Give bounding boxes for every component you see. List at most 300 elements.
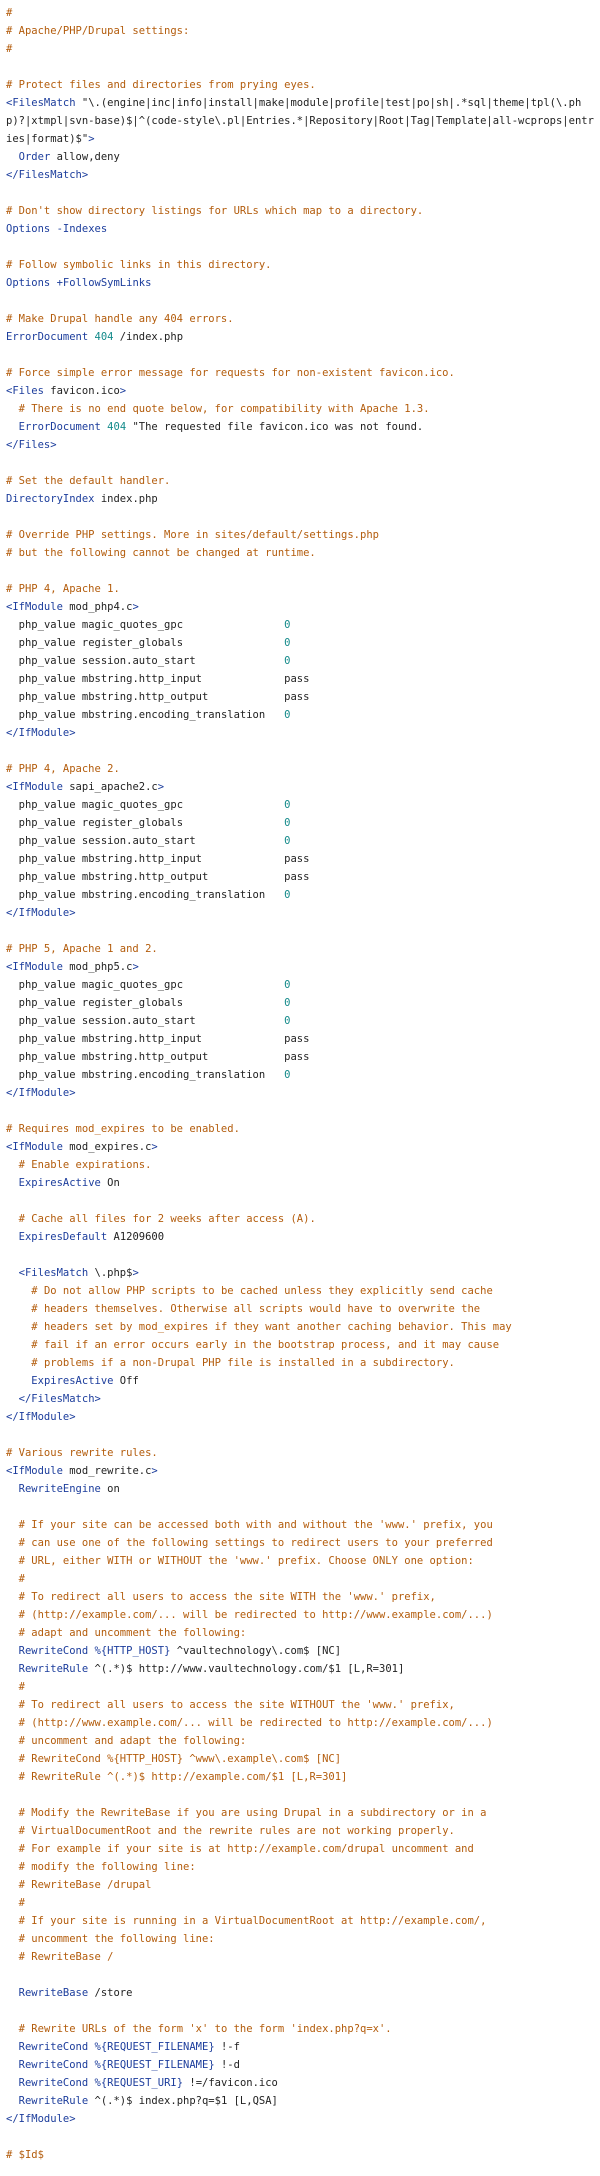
- code-text: Off: [113, 1375, 139, 1387]
- blank-line: [6, 562, 594, 580]
- code-comment: #: [18, 1897, 25, 1909]
- code-line: [6, 1570, 594, 1588]
- code-text: mod_expires.c: [62, 1141, 152, 1153]
- code-line: [6, 778, 594, 796]
- code-directive: RewriteRule: [18, 1663, 89, 1675]
- code-section-tag: </IfModule>: [6, 907, 76, 919]
- code-line: [6, 328, 594, 346]
- code-text: \.php$: [88, 1267, 133, 1279]
- code-comment: # There is no end quote below, for compatibility with Apache 1.3.: [18, 403, 430, 415]
- code-text: [6, 1231, 19, 1243]
- code-text: [6, 1537, 19, 1549]
- code-line: [6, 76, 594, 94]
- code-text: mod_rewrite.c: [62, 1465, 152, 1477]
- code-section-tag: </IfModule>: [6, 727, 76, 739]
- code-line: [6, 634, 594, 652]
- code-text: [6, 1987, 19, 1999]
- code-line: [6, 1156, 594, 1174]
- code-section-tag: </IfModule>: [6, 1087, 76, 1099]
- code-text: [6, 1591, 19, 1603]
- code-section-tag: <IfModule: [6, 1465, 63, 1477]
- code-comment: # Override PHP settings. More in sites/default/settings.php: [6, 529, 379, 541]
- code-line: [6, 1624, 594, 1642]
- code-directive: RewriteRule: [18, 2095, 89, 2107]
- code-text: [6, 2059, 19, 2071]
- code-text: ^(.*)$ index.php?q=$1 [L,QSA]: [88, 2095, 278, 2107]
- code-line: [6, 1282, 594, 1300]
- code-number: 0: [284, 619, 291, 631]
- code-text: /store: [88, 1987, 133, 1999]
- code-number: 0: [284, 1069, 291, 1081]
- code-directive: ErrorDocument: [6, 331, 89, 343]
- code-line: [6, 1120, 594, 1138]
- blank-line: [6, 1102, 594, 1120]
- code-line: [6, 940, 594, 958]
- code-section-tag: </FilesMatch>: [6, 169, 89, 181]
- code-line: [6, 1462, 594, 1480]
- code-line: [6, 886, 594, 904]
- code-text: [6, 1627, 19, 1639]
- code-comment: # uncomment and adapt the following:: [18, 1735, 247, 1747]
- code-line: [6, 1912, 594, 1930]
- code-text: [6, 1573, 19, 1585]
- code-section-tag: <Files: [6, 385, 44, 397]
- code-line: [6, 418, 594, 436]
- code-line: [6, 706, 594, 724]
- code-comment: # RewriteBase /: [18, 1951, 114, 1963]
- code-section-tag: >: [88, 133, 95, 145]
- code-number: 0: [284, 799, 291, 811]
- code-text: mod_php4.c: [62, 601, 133, 613]
- code-line: [6, 850, 594, 868]
- code-text: php_value mbstring.encoding_translation: [6, 889, 285, 901]
- code-line: [6, 1948, 594, 1966]
- code-text: "\.(engine|inc|info|install|make|module|profile|test|po|sh|.*sql|theme|tpl(\.php)?|xtmpl|svn-base)$|^(code-style\.pl|Entries.*|Repository|Root|Tag|Template|all-wcprops|entries|format)$": [6, 97, 594, 145]
- code-line: [6, 364, 594, 382]
- code-text: [6, 1285, 31, 1297]
- blank-line: [6, 1786, 594, 1804]
- code-section-tag: <IfModule: [6, 781, 63, 793]
- code-directive: %{REQUEST_FILENAME}: [94, 2059, 215, 2071]
- code-comment: # (http://www.example.com/... will be redirected to http://example.com/...): [18, 1717, 493, 1729]
- code-line: [6, 832, 594, 850]
- code-text: [6, 1321, 31, 1333]
- code-line: [6, 2020, 594, 2038]
- code-line: [6, 490, 594, 508]
- code-directive: Order: [18, 151, 51, 163]
- blank-line: [6, 1192, 594, 1210]
- code-line: [6, 1822, 594, 1840]
- code-line: [6, 382, 594, 400]
- code-text: [6, 1213, 19, 1225]
- blank-line: [6, 1498, 594, 1516]
- code-comment: # uncomment the following line:: [18, 1933, 215, 1945]
- code-line: [6, 1390, 594, 1408]
- code-line: [6, 1984, 594, 2002]
- code-section-tag: <FilesMatch: [6, 97, 76, 109]
- code-text: php_value magic_quotes_gpc: [6, 799, 285, 811]
- code-text: [6, 1375, 31, 1387]
- code-line: [6, 598, 594, 616]
- code-text: [6, 2077, 19, 2089]
- code-text: [6, 1915, 19, 1927]
- code-line: [6, 202, 594, 220]
- code-comment: # If your site is running in a VirtualDocumentRoot at http://example.com/,: [18, 1915, 487, 1927]
- code-line: [6, 1804, 594, 1822]
- code-line: [6, 1066, 594, 1084]
- code-comment: #: [6, 43, 13, 55]
- code-directive: RewriteCond: [18, 2059, 89, 2071]
- code-text: [6, 2023, 19, 2035]
- code-text: sapi_apache2.c: [62, 781, 158, 793]
- code-directive: DirectoryIndex: [6, 493, 95, 505]
- code-line: [6, 40, 594, 58]
- code-comment: # PHP 5, Apache 1 and 2.: [6, 943, 158, 955]
- code-comment: # Don't show directory listings for URLs which map to a directory.: [6, 205, 424, 217]
- code-text: [6, 1609, 19, 1621]
- code-line: [6, 1138, 594, 1156]
- code-line: [6, 1030, 594, 1048]
- code-text: [6, 1861, 19, 1873]
- code-line: [6, 1930, 594, 1948]
- code-text: [6, 421, 19, 433]
- code-line: [6, 526, 594, 544]
- code-text: php_value mbstring.http_input pass: [6, 673, 310, 685]
- code-comment: # Protect files and directories from prying eyes.: [6, 79, 316, 91]
- code-line: [6, 1588, 594, 1606]
- code-line: [6, 1228, 594, 1246]
- code-section-tag: >: [119, 385, 127, 397]
- code-line: [6, 1354, 594, 1372]
- code-text: [6, 1753, 19, 1765]
- code-text: php_value session.auto_start: [6, 655, 285, 667]
- code-comment: #: [6, 7, 13, 19]
- code-comment: # PHP 4, Apache 1.: [6, 583, 120, 595]
- code-line: [6, 220, 594, 238]
- code-section-tag: <FilesMatch: [18, 1267, 89, 1279]
- code-line: [6, 994, 594, 1012]
- code-text: php_value mbstring.http_output pass: [6, 871, 310, 883]
- code-text: [6, 1807, 19, 1819]
- code-comment: # (http://example.com/... will be redirected to http://www.example.com/...): [18, 1609, 493, 1621]
- code-line: [6, 2092, 594, 2110]
- code-comment: # RewriteBase /drupal: [18, 1879, 152, 1891]
- code-text: php_value mbstring.encoding_translation: [6, 709, 285, 721]
- code-directive: Options: [6, 223, 51, 235]
- code-comment: # RewriteCond %{HTTP_HOST} ^www\.example\.com$ [NC]: [18, 1753, 342, 1765]
- code-comment: # URL, either WITH or WITHOUT the 'www.' prefix. Choose ONLY one option:: [18, 1555, 474, 1567]
- code-directive: +FollowSymLinks: [56, 277, 152, 289]
- code-directive: RewriteCond: [18, 2041, 89, 2053]
- code-line: [6, 1840, 594, 1858]
- code-comment: # can use one of the following settings to redirect users to your preferred: [18, 1537, 493, 1549]
- code-line: [6, 1264, 594, 1282]
- code-text: [6, 1393, 19, 1405]
- code-directive: %{REQUEST_URI}: [94, 2077, 184, 2089]
- code-comment: # Modify the RewriteBase if you are using Drupal in a subdirectory or in a: [18, 1807, 487, 1819]
- code-text: php_value session.auto_start: [6, 835, 285, 847]
- code-directive: RewriteBase: [18, 1987, 89, 1999]
- code-section-tag: >: [132, 601, 139, 613]
- code-text: On: [100, 1177, 120, 1189]
- code-text: [6, 1681, 19, 1693]
- code-comment: # Force simple error message for requests for non-existent favicon.ico.: [6, 367, 455, 379]
- code-comment: # For example if your site is at http://example.com/drupal uncomment and: [18, 1843, 474, 1855]
- code-line: [6, 1876, 594, 1894]
- code-line: [6, 1768, 594, 1786]
- code-line: [6, 94, 594, 148]
- code-text: [6, 1357, 31, 1369]
- code-directive: ErrorDocument: [18, 421, 101, 433]
- blank-line: [6, 1246, 594, 1264]
- code-line: [6, 814, 594, 832]
- blank-line: [6, 346, 594, 364]
- code-section-tag: >: [132, 961, 139, 973]
- code-line: [6, 1660, 594, 1678]
- code-comment: # Various rewrite rules.: [6, 1447, 158, 1459]
- code-line: [6, 1084, 594, 1102]
- code-line: [6, 274, 594, 292]
- code-text: [6, 2095, 19, 2107]
- code-line: [6, 1174, 594, 1192]
- code-text: !-f: [214, 2041, 240, 2053]
- code-text: php_value mbstring.encoding_translation: [6, 1069, 285, 1081]
- code-text: /index.php: [113, 331, 184, 343]
- code-line: [6, 1012, 594, 1030]
- code-comment: # To redirect all users to access the site WITH the 'www.' prefix,: [18, 1591, 436, 1603]
- code-line: [6, 4, 594, 22]
- code-comment: # PHP 4, Apache 2.: [6, 763, 120, 775]
- code-text: [6, 1933, 19, 1945]
- code-line: [6, 22, 594, 40]
- code-text: A1209600: [107, 1231, 165, 1243]
- code-line: [6, 1696, 594, 1714]
- code-line: [6, 2146, 594, 2164]
- code-text: php_value register_globals: [6, 997, 285, 1009]
- code-text: on: [100, 1483, 120, 1495]
- code-directive: RewriteEngine: [18, 1483, 101, 1495]
- code-comment: # Apache/PHP/Drupal settings:: [6, 25, 190, 37]
- code-text: [6, 1897, 19, 1909]
- code-text: php_value magic_quotes_gpc: [6, 619, 285, 631]
- code-directive: RewriteCond: [18, 2077, 89, 2089]
- code-line: [6, 436, 594, 454]
- code-directive: Options: [6, 277, 51, 289]
- code-directive: ExpiresActive: [31, 1375, 114, 1387]
- blank-line: [6, 1426, 594, 1444]
- code-line: [6, 1642, 594, 1660]
- code-comment: # headers set by mod_expires if they want another caching behavior. This may: [31, 1321, 512, 1333]
- code-number: 404: [107, 421, 127, 433]
- code-comment: # Make Drupal handle any 404 errors.: [6, 313, 234, 325]
- code-text: [6, 1879, 19, 1891]
- code-text: [6, 1159, 19, 1171]
- code-line: [6, 652, 594, 670]
- code-number: 404: [94, 331, 114, 343]
- code-text: [6, 1483, 19, 1495]
- code-line: [6, 1606, 594, 1624]
- blank-line: [6, 2128, 594, 2146]
- code-comment: # Cache all files for 2 weeks after access (A).: [18, 1213, 316, 1225]
- code-line: [6, 256, 594, 274]
- code-number: 0: [284, 637, 291, 649]
- blank-line: [6, 2002, 594, 2020]
- code-line: [6, 868, 594, 886]
- code-comment: # To redirect all users to access the site WITHOUT the 'www.' prefix,: [18, 1699, 455, 1711]
- code-line: [6, 1480, 594, 1498]
- code-text: [6, 1843, 19, 1855]
- code-line: [6, 400, 594, 418]
- code-comment: #: [18, 1681, 25, 1693]
- code-text: [6, 403, 19, 415]
- code-line: [6, 958, 594, 976]
- code-comment: # If your site can be accessed both with and without the 'www.' prefix, you: [18, 1519, 493, 1531]
- code-text: php_value magic_quotes_gpc: [6, 979, 285, 991]
- code-line: [6, 724, 594, 742]
- code-line: [6, 1516, 594, 1534]
- code-comment: #: [18, 1573, 25, 1585]
- code-section-tag: >: [151, 1465, 158, 1477]
- code-line: [6, 2056, 594, 2074]
- code-line: [6, 1552, 594, 1570]
- code-comment: # $Id$: [6, 2149, 44, 2161]
- code-number: 0: [284, 835, 291, 847]
- code-text: ^(.*)$ http://www.vaultechnology.com/$1 [L,R=301]: [88, 1663, 405, 1675]
- code-number: 0: [284, 817, 291, 829]
- code-text: [6, 1267, 19, 1279]
- code-line: [6, 1210, 594, 1228]
- code-text: php_value register_globals: [6, 637, 285, 649]
- code-text: [6, 1825, 19, 1837]
- blank-line: [6, 922, 594, 940]
- code-comment: # but the following cannot be changed at runtime.: [6, 547, 316, 559]
- code-text: [6, 1699, 19, 1711]
- code-line: [6, 2038, 594, 2056]
- code-section-tag: </Files>: [6, 439, 57, 451]
- code-comment: # Follow symbolic links in this directory.: [6, 259, 272, 271]
- code-line: [6, 1408, 594, 1426]
- code-directive: %{REQUEST_FILENAME}: [94, 2041, 215, 2053]
- code-text: ^vaultechnology\.com$ [NC]: [170, 1645, 342, 1657]
- code-number: 0: [284, 709, 291, 721]
- code-line: [6, 1894, 594, 1912]
- code-line: [6, 1678, 594, 1696]
- code-text: php_value session.auto_start: [6, 1015, 285, 1027]
- code-directive: -Indexes: [56, 223, 108, 235]
- code-text: !=/favicon.ico: [183, 2077, 278, 2089]
- code-line: [6, 1732, 594, 1750]
- code-comment: # Requires mod_expires to be enabled.: [6, 1123, 240, 1135]
- code-line: [6, 2110, 594, 2128]
- code-number: 0: [284, 1015, 291, 1027]
- code-line: [6, 688, 594, 706]
- code-section-tag: </IfModule>: [6, 1411, 76, 1423]
- code-section-tag: >: [157, 781, 165, 793]
- code-line: [6, 310, 594, 328]
- blank-line: [6, 454, 594, 472]
- code-comment: # RewriteRule ^(.*)$ http://example.com/$1 [L,R=301]: [18, 1771, 348, 1783]
- code-section-tag: <IfModule: [6, 961, 63, 973]
- code-line: [6, 1318, 594, 1336]
- code-text: [6, 1645, 19, 1657]
- code-text: [6, 1177, 19, 1189]
- code-line: [6, 580, 594, 598]
- code-comment: # Rewrite URLs of the form 'x' to the form 'index.php?q=x'.: [18, 2023, 392, 2035]
- code-section-tag: </IfModule>: [6, 2113, 76, 2125]
- code-line: [6, 1372, 594, 1390]
- code-text: "The requested file favicon.ico was not found.: [126, 421, 424, 433]
- code-number: 0: [284, 889, 291, 901]
- code-comment: # VirtualDocumentRoot and the rewrite rules are not working properly.: [18, 1825, 455, 1837]
- code-directive: ExpiresActive: [18, 1177, 101, 1189]
- code-text: [6, 1339, 31, 1351]
- code-comment: # modify the following line:: [18, 1861, 196, 1873]
- code-number: 0: [284, 997, 291, 1009]
- code-line: [6, 1300, 594, 1318]
- code-text: [6, 1663, 19, 1675]
- code-number: 0: [284, 655, 291, 667]
- code-text: php_value mbstring.http_output pass: [6, 691, 310, 703]
- code-text: favicon.ico: [43, 385, 120, 397]
- blank-line: [6, 508, 594, 526]
- code-comment: # headers themselves. Otherwise all scripts would have to overwrite the: [31, 1303, 481, 1315]
- code-text: allow,deny: [50, 151, 120, 163]
- code-comment: # Set the default handler.: [6, 475, 171, 487]
- code-text: [6, 1951, 19, 1963]
- code-section-tag: <IfModule: [6, 601, 63, 613]
- code-text: [6, 1555, 19, 1567]
- code-line: [6, 1714, 594, 1732]
- code-comment: # Enable expirations.: [18, 1159, 152, 1171]
- code-text: [6, 1717, 19, 1729]
- code-comment: # problems if a non-Drupal PHP file is installed in a subdirectory.: [31, 1357, 455, 1369]
- code-line: [6, 166, 594, 184]
- code-line: [6, 616, 594, 634]
- blank-line: [6, 1966, 594, 1984]
- code-line: [6, 904, 594, 922]
- code-line: [6, 2074, 594, 2092]
- code-text: mod_php5.c: [62, 961, 133, 973]
- code-directive: ExpiresDefault: [18, 1231, 108, 1243]
- code-line: [6, 1534, 594, 1552]
- code-section-tag: </FilesMatch>: [18, 1393, 101, 1405]
- code-text: php_value mbstring.http_input pass: [6, 1033, 310, 1045]
- blank-line: [6, 292, 594, 310]
- code-text: index.php: [94, 493, 158, 505]
- code-comment: # adapt and uncomment the following:: [18, 1627, 247, 1639]
- blank-line: [6, 184, 594, 202]
- code-text: [6, 1303, 31, 1315]
- code-section-tag: >: [151, 1141, 158, 1153]
- code-line: [6, 976, 594, 994]
- code-text: [6, 1519, 19, 1531]
- code-line: [6, 1048, 594, 1066]
- code-line: [6, 1336, 594, 1354]
- code-comment: # fail if an error occurs early in the bootstrap process, and it may cause: [31, 1339, 500, 1351]
- code-directive: %{HTTP_HOST}: [94, 1645, 171, 1657]
- blank-line: [6, 742, 594, 760]
- code-text: [6, 1735, 19, 1747]
- code-line: [6, 148, 594, 166]
- code-line: [6, 1750, 594, 1768]
- code-number: 0: [284, 979, 291, 991]
- code-text: !-d: [214, 2059, 240, 2071]
- blank-line: [6, 238, 594, 256]
- code-text: php_value mbstring.http_input pass: [6, 853, 310, 865]
- code-section-tag: >: [132, 1267, 139, 1279]
- code-text: php_value mbstring.http_output pass: [6, 1051, 310, 1063]
- code-line: [6, 796, 594, 814]
